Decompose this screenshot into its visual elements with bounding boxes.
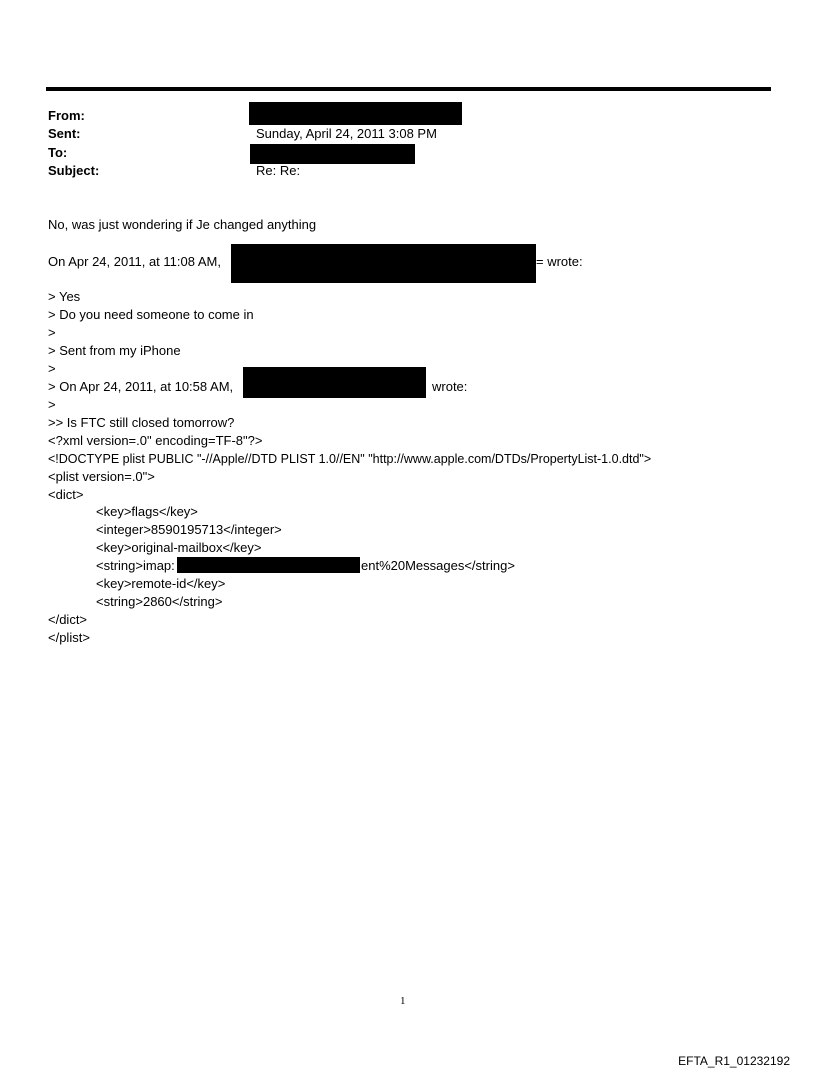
subject-value: Re: Re: bbox=[256, 163, 301, 178]
quoted-line: > bbox=[48, 361, 56, 376]
plist-line: <plist version=.0"> bbox=[48, 469, 155, 484]
quoted-line: > bbox=[48, 325, 56, 340]
redaction-imap bbox=[177, 557, 360, 573]
quoted-line: > Yes bbox=[48, 289, 81, 304]
reply-text: No, was just wondering if Je changed anything bbox=[48, 217, 317, 232]
redaction-to bbox=[250, 144, 415, 164]
sent-label: Sent: bbox=[48, 126, 81, 141]
quote2-suffix: wrote: bbox=[432, 379, 468, 394]
quoted-line: > Sent from my iPhone bbox=[48, 343, 181, 358]
plist-line: ent%20Messages</string> bbox=[361, 558, 515, 573]
subject-label: Subject: bbox=[48, 163, 100, 178]
plist-line: <dict> bbox=[48, 487, 84, 502]
quote1-prefix: On Apr 24, 2011, at 11:08 AM, bbox=[48, 254, 221, 269]
sent-value: Sunday, April 24, 2011 3:08 PM bbox=[256, 126, 437, 141]
redaction-quote1-sender bbox=[231, 244, 536, 283]
to-label: To: bbox=[48, 145, 68, 160]
redaction-from bbox=[249, 102, 462, 125]
bates-number: EFTA_R1_01232192 bbox=[678, 1054, 790, 1068]
plist-line: <string>2860</string> bbox=[96, 594, 223, 609]
from-label: From: bbox=[48, 108, 85, 123]
plist-line: <?xml version=.0" encoding=TF-8"?> bbox=[48, 433, 263, 448]
plist-line: <key>original-mailbox</key> bbox=[96, 540, 262, 555]
plist-line: </dict> bbox=[48, 612, 88, 627]
plist-line: <key>flags</key> bbox=[96, 504, 198, 519]
quote2-prefix: > On Apr 24, 2011, at 10:58 AM, bbox=[48, 379, 234, 394]
quoted-line: > Do you need someone to come in bbox=[48, 307, 254, 322]
header-rule bbox=[46, 87, 771, 91]
quoted-line: > bbox=[48, 397, 56, 412]
plist-line: <integer>8590195713</integer> bbox=[96, 522, 282, 537]
plist-line: <!DOCTYPE plist PUBLIC "-//Apple//DTD PLIST 1.0//EN" "http://www.apple.com/DTDs/PropertyList-1.0.dtd"> bbox=[48, 452, 652, 466]
plist-line: <string>imap: bbox=[96, 558, 175, 573]
plist-line: </plist> bbox=[48, 630, 90, 645]
quoted-line: >> Is FTC still closed tomorrow? bbox=[48, 415, 235, 430]
page-number: 1 bbox=[400, 995, 406, 1007]
quote1-suffix: = wrote: bbox=[536, 254, 583, 269]
plist-line: <key>remote-id</key> bbox=[96, 576, 226, 591]
redaction-quote2-sender bbox=[243, 367, 426, 398]
